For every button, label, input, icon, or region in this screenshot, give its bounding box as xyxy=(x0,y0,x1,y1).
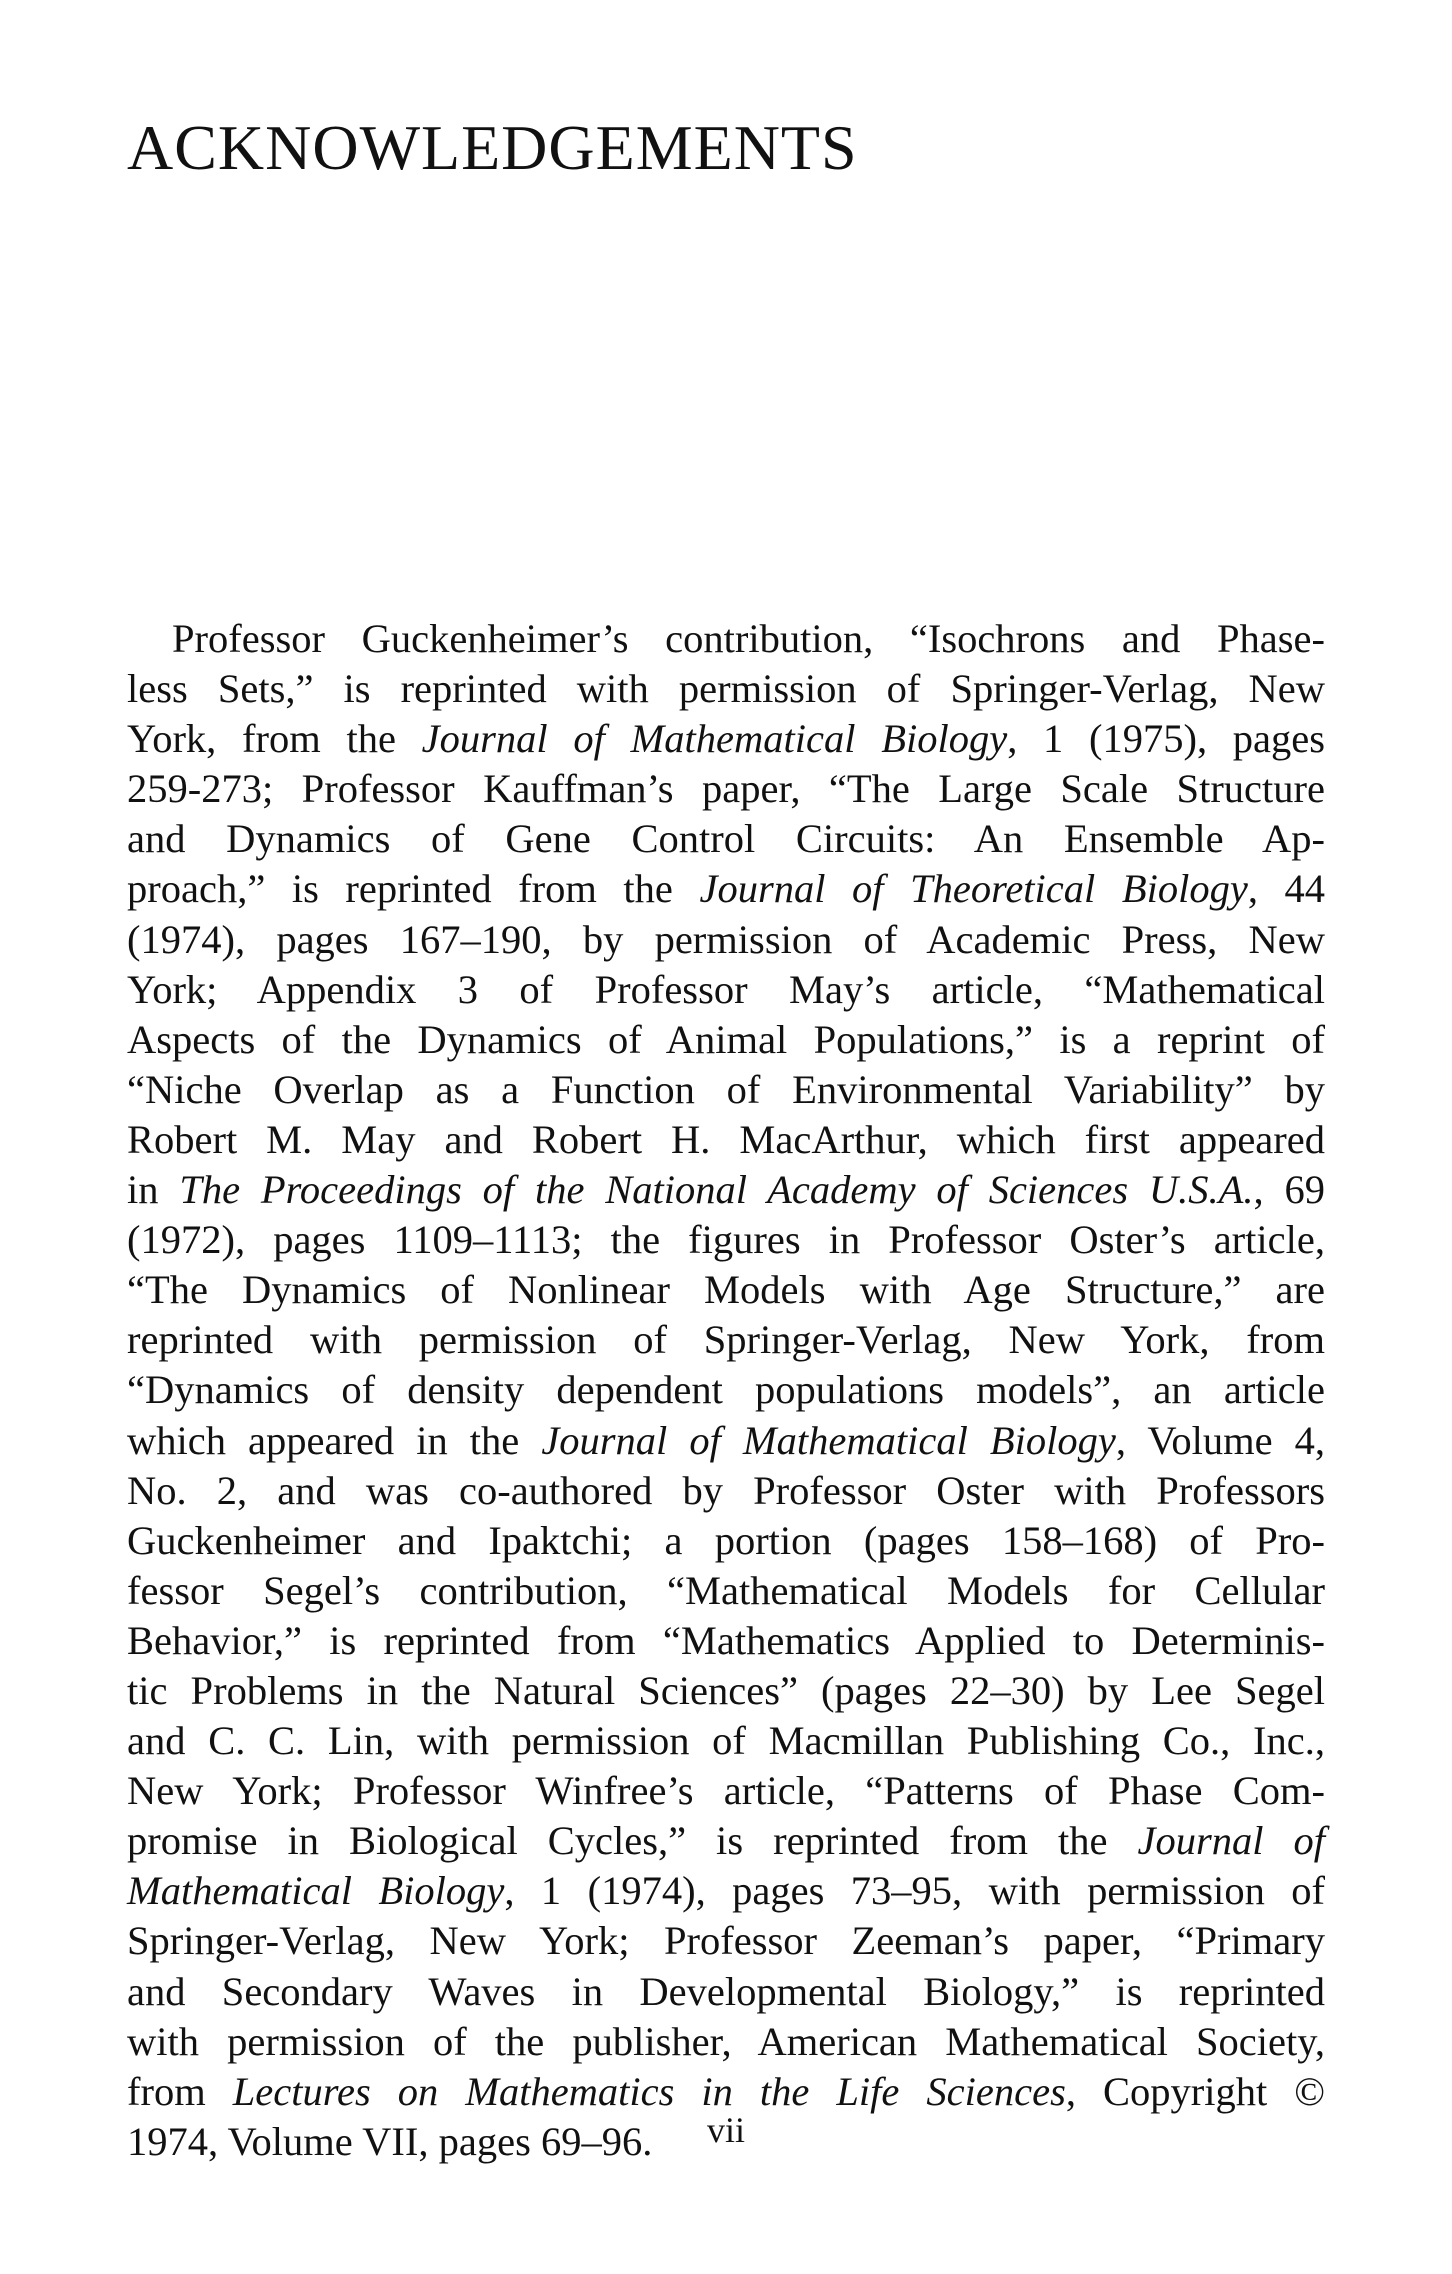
text-run: Professor Guckenheimer’s contribution, “Isochrons and Phase- xyxy=(172,616,1325,661)
text-line xyxy=(127,814,1325,864)
text-line xyxy=(127,764,1325,814)
text-run: (1974), pages 167–190, by permission of Academic Press, New xyxy=(127,916,1325,962)
text-run: Aspects of the Dynamics of Animal Populations,” is a reprint of xyxy=(127,1016,1325,1062)
italic-title: Journal of xyxy=(1137,1818,1325,1864)
text-run: fessor Segel’s contribution, “Mathematical Models for Cellular xyxy=(127,1567,1325,1613)
italic-title: The Proceedings of the National Academy of Sciences U.S.A. xyxy=(179,1167,1254,1213)
text-line xyxy=(127,1115,1325,1165)
text-line xyxy=(127,1666,1325,1716)
acknowledgements-paragraph xyxy=(127,614,1325,2167)
text-run: with permission of the publisher, American Mathematical Society, xyxy=(127,2018,1325,2064)
page-heading: ACKNOWLEDGEMENTS xyxy=(127,112,858,183)
text-line xyxy=(127,714,1325,764)
text-run: “Dynamics of density dependent populations models”, an article xyxy=(127,1367,1325,1413)
text-line xyxy=(127,1015,1325,1065)
italic-title: Journal of Mathematical Biology xyxy=(421,716,1008,762)
italic-title: Journal of Mathematical Biology xyxy=(541,1417,1116,1463)
text-run: “The Dynamics of Nonlinear Models with Age Structure,” are xyxy=(127,1267,1325,1313)
text-run: York; Appendix 3 of Professor May’s article, “Mathematical xyxy=(127,966,1325,1012)
text-line xyxy=(127,1766,1325,1816)
text-run: which appeared in the xyxy=(127,1417,542,1463)
text-line xyxy=(127,864,1325,914)
text-run: in xyxy=(127,1167,180,1213)
text-run: , 1 (1974), pages 73–95, with permission of xyxy=(504,1868,1325,1914)
text-line xyxy=(127,1215,1325,1265)
text-run: proach,” is reprinted from the xyxy=(127,866,700,912)
text-run: Behavior,” is reprinted from “Mathematics Applied to Determinis- xyxy=(127,1617,1325,1663)
text-line xyxy=(127,1566,1325,1616)
italic-title: Lectures on Mathematics in the Life Sciences xyxy=(232,2068,1066,2114)
text-run: “Niche Overlap as a Function of Environmental Variability” by xyxy=(127,1066,1325,1112)
text-run: , Volume 4, xyxy=(1115,1417,1326,1463)
text-run: promise in Biological Cycles,” is reprinted from the xyxy=(127,1818,1138,1864)
text-run: less Sets,” is reprinted with permission of Springer-Verlag, New xyxy=(127,666,1325,712)
text-run: and Secondary Waves in Developmental Biology,” is reprinted xyxy=(127,1968,1325,2014)
text-line xyxy=(127,965,1325,1015)
text-line xyxy=(127,1165,1325,1215)
text-line xyxy=(127,1065,1325,1115)
text-line xyxy=(127,1616,1325,1666)
text-run: and Dynamics of Gene Control Circuits: An Ensemble Ap- xyxy=(127,816,1325,862)
text-run: No. 2, and was co-authored by Professor Oster with Professors xyxy=(127,1467,1325,1513)
text-line xyxy=(127,1916,1325,1966)
text-line xyxy=(127,1416,1325,1466)
text-run: and C. C. Lin, with permission of Macmillan Publishing Co., Inc., xyxy=(127,1718,1325,1764)
text-line xyxy=(127,1365,1325,1415)
text-line xyxy=(127,1265,1325,1315)
text-line xyxy=(127,915,1325,965)
text-run: 259-273; Professor Kauffman’s paper, “The Large Scale Structure xyxy=(127,766,1325,812)
text-run: , 1 (1975), pages xyxy=(1007,716,1326,762)
text-run: tic Problems in the Natural Sciences” (pages 22–30) by Lee Segel xyxy=(127,1667,1325,1713)
page-number: vii xyxy=(706,2110,745,2150)
text-line xyxy=(127,1967,1325,2017)
text-run: (1972), pages 1109–1113; the figures in Professor Oster’s article, xyxy=(127,1217,1325,1263)
text-run: reprinted with permission of Springer-Verlag, New York, from xyxy=(127,1317,1325,1363)
italic-title: Mathematical Biology xyxy=(127,1868,505,1914)
text-line xyxy=(127,664,1325,714)
text-line xyxy=(127,2017,1325,2067)
text-line xyxy=(127,1466,1325,1516)
text-line xyxy=(127,1315,1325,1365)
italic-title: Journal of Theoretical Biology xyxy=(699,866,1248,912)
text-line xyxy=(127,1866,1325,1916)
text-run: Springer-Verlag, New York; Professor Zeeman’s paper, “Primary xyxy=(127,1918,1325,1964)
text-run: Robert M. May and Robert H. MacArthur, which first appeared xyxy=(127,1116,1325,1162)
text-run: Guckenheimer and Ipaktchi; a portion (pages 158–168) of Pro- xyxy=(127,1517,1325,1563)
text-line xyxy=(127,1716,1325,1766)
text-run: 1974, Volume VII, pages 69–96. xyxy=(127,2118,653,2164)
text-line xyxy=(127,614,1325,664)
text-run: New York; Professor Winfree’s article, “Patterns of Phase Com- xyxy=(127,1768,1325,1814)
text-run: from xyxy=(127,2068,233,2114)
text-line xyxy=(127,1516,1325,1566)
text-run: , 69 xyxy=(1253,1167,1325,1213)
text-line xyxy=(127,1816,1325,1866)
text-run: , 44 xyxy=(1247,866,1325,912)
text-run: , Copyright © xyxy=(1065,2068,1326,2114)
text-run: York, from the xyxy=(127,716,422,762)
